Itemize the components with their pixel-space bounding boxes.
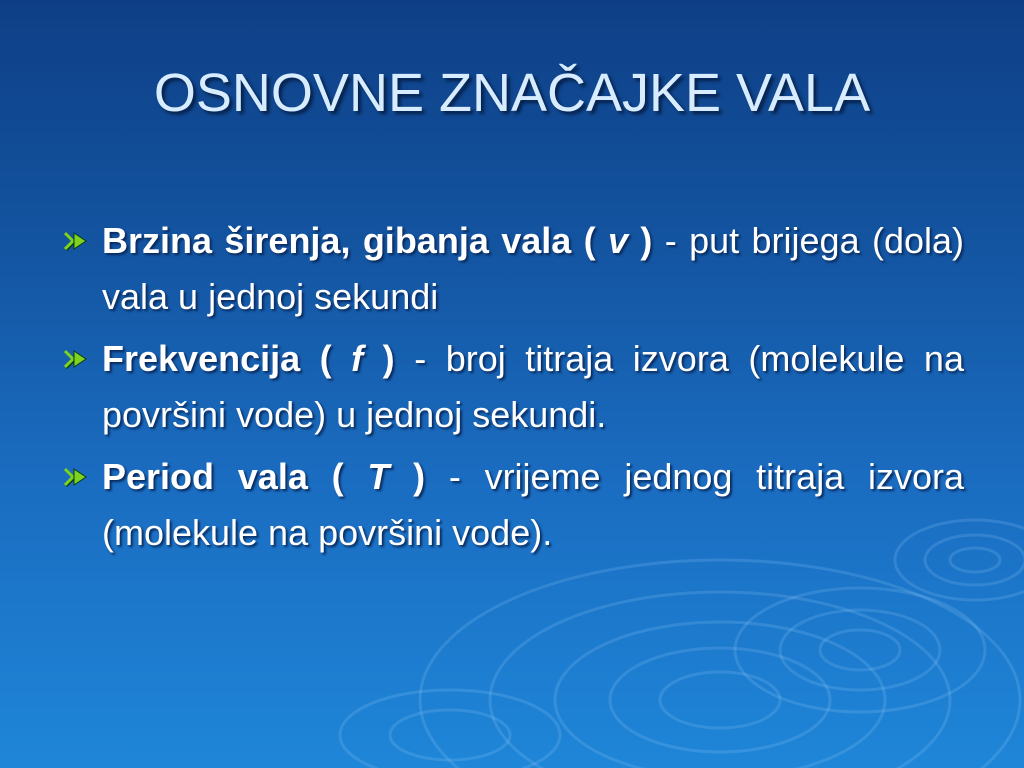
bullet-term-end: ) xyxy=(628,220,653,261)
arrow-bullet-icon xyxy=(64,349,90,371)
arrow-bullet-icon xyxy=(64,467,90,489)
bullet-term-end: ) xyxy=(363,338,395,379)
bullet-term: Period vala ( xyxy=(102,456,368,497)
bullet-term: Brzina širenja, gibanja vala ( xyxy=(102,220,608,261)
bullet-description: - broj titraja izvora (molekule na površini vode) u jednoj sekundi. xyxy=(102,338,964,435)
bullet-item-frequency xyxy=(60,331,964,443)
arrow-bullet-icon xyxy=(64,231,90,253)
bullet-description: - put brijega (dola) vala u jednoj sekundi xyxy=(102,220,964,317)
slide-title: OSNOVNE ZNAČAJKE VALA xyxy=(153,63,871,123)
bullet-item-speed xyxy=(60,213,964,325)
bullet-symbol: f xyxy=(351,338,364,379)
bullet-item-period xyxy=(60,449,964,561)
bullet-description: - vrijeme jednog titraja izvora (molekule na površini vode). xyxy=(102,456,964,553)
bullet-symbol: v xyxy=(608,220,629,261)
bullet-symbol: T xyxy=(367,456,390,497)
bullet-term-end: ) xyxy=(389,456,426,497)
bullet-list xyxy=(60,213,964,567)
bullet-term: Frekvencija ( xyxy=(102,338,352,379)
